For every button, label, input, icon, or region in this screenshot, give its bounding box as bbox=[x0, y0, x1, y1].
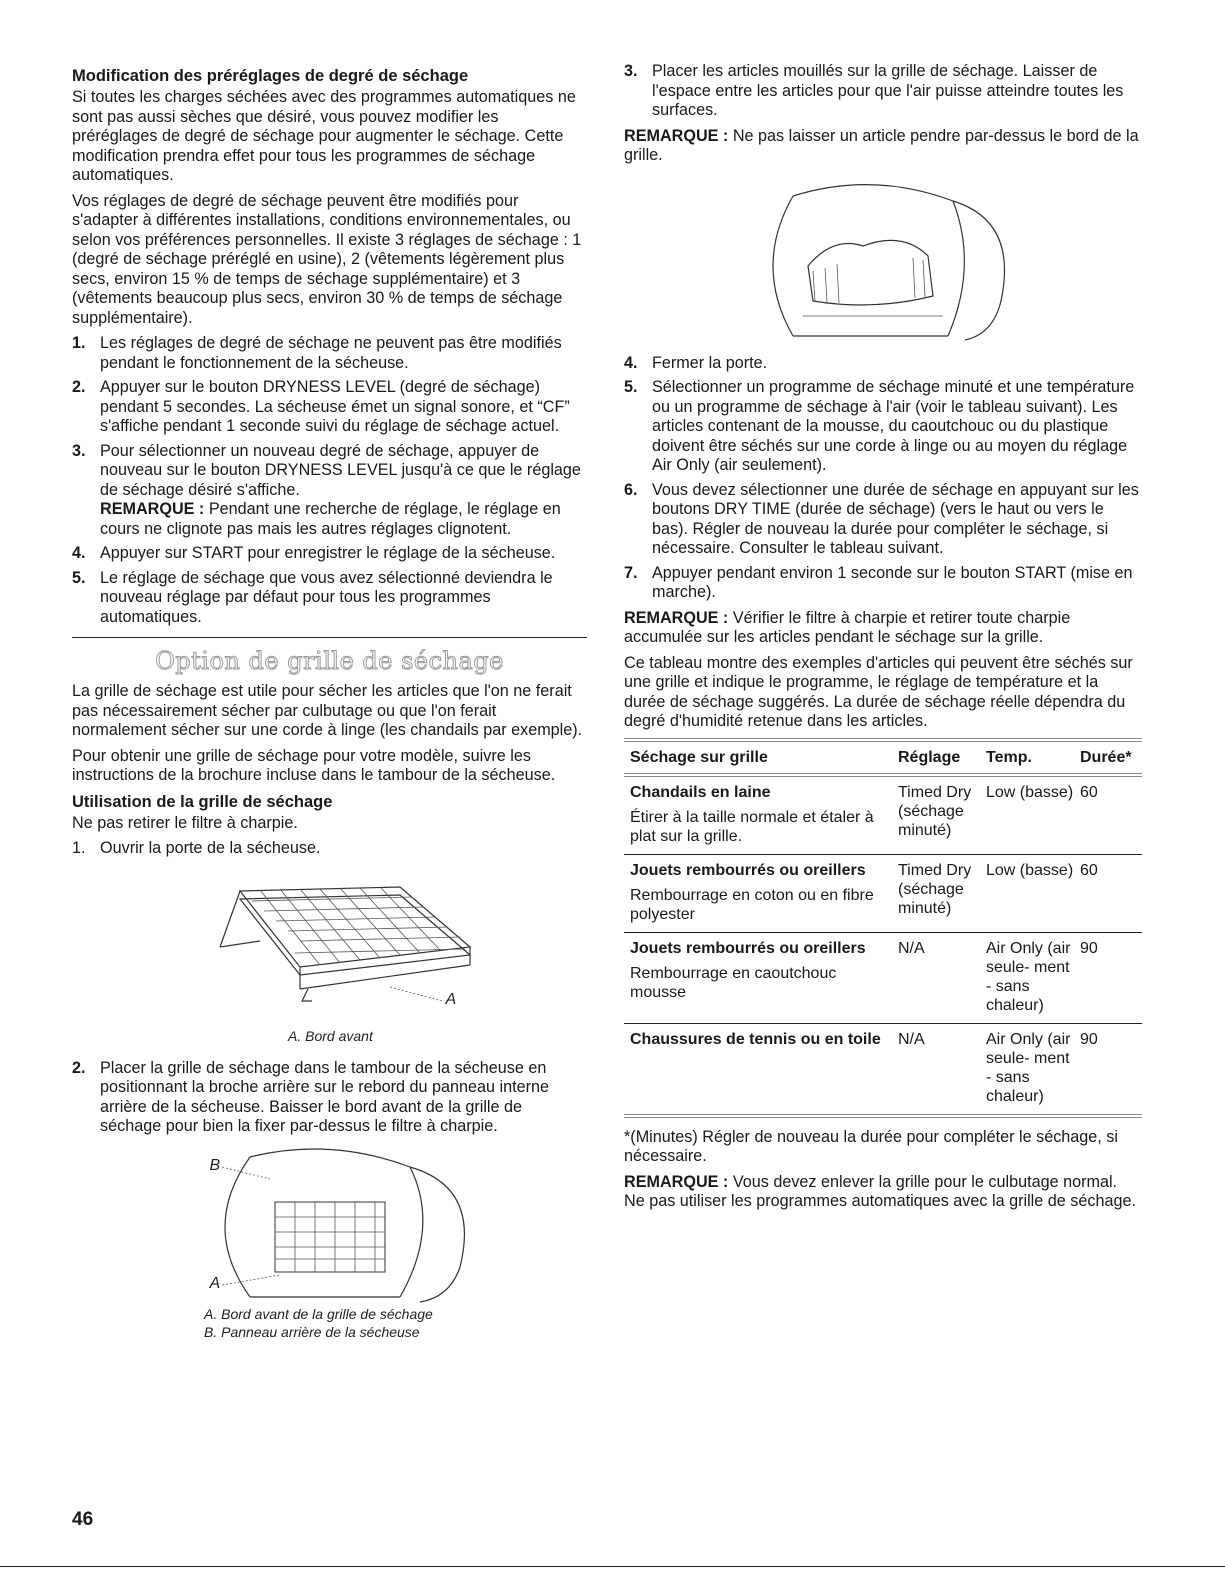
column-header: Temp. bbox=[980, 740, 1074, 775]
paragraph: Vos réglages de degré de séchage peuvent être modifiés pour s'adapter à différentes installations, conditions environnementales, ou selon vos préférences personnelles. Il existe 3 réglages de séchage : 1 (degré de séchage préréglé en usine), 2 (vêtements légèrement plus secs, environ 15 % de temps de séchage supplémentaire) et 3 (vêtements beaucoup plus secs, environ 30 % de temps de séchage supplémentaire). bbox=[72, 191, 582, 327]
dryer-drum-icon bbox=[180, 1147, 480, 1305]
section-title-drying-rack: Option de grille de séchage bbox=[155, 647, 504, 675]
paragraph: Si toutes les charges séchées avec des programmes automatiques ne sont pas aussi sèches que désiré, vous pouvez modifier les préréglages de degré de séchage pour augmenter le séchage. Cette modification prendra effet pour tous les programmes de séchage automatiques. bbox=[72, 88, 576, 184]
list-item: 1. Ouvrir la porte de la sécheuse. bbox=[72, 839, 321, 857]
list-item: 6. Vous devez sélectionner une durée de séchage en appuyant sur les boutons DRY TIME (durée de séchage) (vers le haut ou vers le bas). Régler de nouveau la durée pour compléter le séchage, si nécessaire. Consulter le tableau suivant. bbox=[624, 480, 1139, 557]
left-column bbox=[72, 62, 587, 1341]
table-header-row bbox=[624, 740, 1142, 775]
paragraph: Ne pas retirer le filtre à charpie. bbox=[72, 813, 298, 832]
table-row: Chandails en laine Étirer à la taille normale et étaler à plat sur la grille. Timed Dry (séchage minuté) Low (basse) 60 bbox=[624, 775, 1142, 855]
paragraph: La grille de séchage est utile pour sécher les articles que l'on ne ferait pas nécessairement sécher par culbutage ou que l'on ferait normalement sécher sur une corde à linge (les chandails par exemple). bbox=[72, 682, 583, 739]
rack-drying-table bbox=[624, 738, 1142, 1118]
paragraph: Ce tableau montre des exemples d'articles qui peuvent être séchés sur une grille et indique le programme, le réglage de température et la durée de séchage suggérés. La durée de séchage réelle dépendra du degré d'humidité retenue dans les articles. bbox=[624, 653, 1133, 730]
page-number: 46 bbox=[72, 1509, 94, 1530]
steps-list bbox=[624, 62, 1142, 121]
column-header: Réglage bbox=[892, 740, 980, 775]
list-item: 4. Appuyer sur START pour enregistrer le réglage de la sécheuse. bbox=[72, 544, 556, 562]
paragraph: Pour obtenir une grille de séchage pour votre modèle, suivre les instructions de la brochure incluse dans le tambour de la sécheuse. bbox=[72, 746, 556, 784]
heading-using-rack: Utilisation de la grille de séchage bbox=[72, 792, 333, 811]
list-item: 5. Sélectionner un programme de séchage minuté et une température ou un programme de séchage à l'air (voir le tableau suivant). Les articles contenant de la mousse, du caoutchouc ou du plastique doivent être séchés sur une corde à linge ou au moyen du réglage Air Only (air seulement). bbox=[624, 378, 1135, 474]
dryer-drum-illustration bbox=[180, 1147, 480, 1305]
steps-list bbox=[72, 334, 587, 627]
steps-list bbox=[624, 354, 1142, 603]
heading-dryness-presets: Modification des préréglages de degré de séchage bbox=[72, 67, 469, 85]
figure-caption: A. Bord avant de la grille de séchage bbox=[204, 1305, 433, 1322]
column-header: Durée* bbox=[1074, 740, 1142, 775]
steps-list bbox=[72, 1059, 587, 1137]
drying-rack-icon bbox=[180, 877, 480, 1027]
table-row: Jouets rembourrés ou oreillers Rembourrage en coton ou en fibre polyester Timed Dry (séchage minuté) Low (basse) 60 bbox=[624, 854, 1142, 932]
column-header: Séchage sur grille bbox=[624, 740, 892, 775]
list-item: 1. Les réglages de degré de séchage ne peuvent pas être modifiés pendant le fonctionnement de la sécheuse. bbox=[72, 334, 562, 372]
right-column bbox=[624, 62, 1142, 1218]
list-item: 5. Le réglage de séchage que vous avez sélectionné deviendra le nouveau réglage par défaut pour tous les programmes automatiques. bbox=[72, 568, 553, 626]
figure-caption: B. Panneau arrière de la sécheuse bbox=[204, 1323, 420, 1340]
list-item: 3. Pour sélectionner un nouveau degré de séchage, appuyer de nouveau sur le bouton DRYNESS LEVEL jusqu'à ce que le réglage de séchage désiré s'affiche. REMARQUE : Pendant une recherche de réglage, le réglage en cours ne clignote pas mais les autres réglages clignotent. bbox=[72, 441, 581, 538]
dryer-with-sweater-icon bbox=[753, 176, 1013, 344]
label-a: A bbox=[209, 1274, 221, 1292]
figure-caption: A. Bord avant bbox=[288, 1027, 373, 1044]
list-item: 2. Appuyer sur le bouton DRYNESS LEVEL (degré de séchage) pendant 5 secondes. La sécheuse émet un signal sonore, et “CF” s'affiche pendant 1 seconde suivi du réglage de séchage actuel. bbox=[72, 378, 570, 435]
table-row: Jouets rembourrés ou oreillers Rembourrage en caoutchouc mousse N/A Air Only (air seule- ment - sans chaleur) 90 bbox=[624, 932, 1142, 1023]
note-label: REMARQUE : bbox=[100, 500, 205, 518]
rack-illustration bbox=[180, 877, 480, 1027]
label-a: A bbox=[445, 990, 457, 1008]
note: REMARQUE : Ne pas laisser un article pendre par-dessus le bord de la grille. bbox=[624, 126, 1139, 164]
list-item: 2. Placer la grille de séchage dans le tambour de la sécheuse en positionnant la broche arrière sur le rebord du panneau interne arrière de la sécheuse. Baisser le bord avant de la grille de séchage pour bien la fixer par-dessus le filtre à charpie. bbox=[72, 1058, 550, 1135]
table-row: Chaussures de tennis ou en toile N/A Air Only (air seule- ment - sans chaleur) 90 bbox=[624, 1023, 1142, 1116]
steps-list bbox=[72, 839, 587, 859]
divider bbox=[72, 637, 587, 638]
note: REMARQUE : Vérifier le filtre à charpie et retirer toute charpie accumulée sur les articles pendant le séchage sur la grille. bbox=[624, 608, 1071, 646]
list-item: 3. Placer les articles mouillés sur la grille de séchage. Laisser de l'espace entre les articles pour que l'air puisse atteindre toutes les surfaces. bbox=[624, 62, 1124, 119]
divider bbox=[0, 1566, 1225, 1567]
list-item: 7. Appuyer pendant environ 1 seconde sur le bouton START (mise en marche). bbox=[624, 563, 1133, 601]
label-b: B bbox=[209, 1156, 221, 1174]
clothes-on-rack-illustration bbox=[753, 176, 1013, 344]
list-item: 4. Fermer la porte. bbox=[624, 353, 768, 372]
note: REMARQUE : Vous devez enlever la grille pour le culbutage normal. Ne pas utiliser les programmes automatiques avec la grille de séchage. bbox=[624, 1172, 1136, 1210]
footnote: *(Minutes) Régler de nouveau la durée pour compléter le séchage, si nécessaire. bbox=[624, 1127, 1118, 1165]
